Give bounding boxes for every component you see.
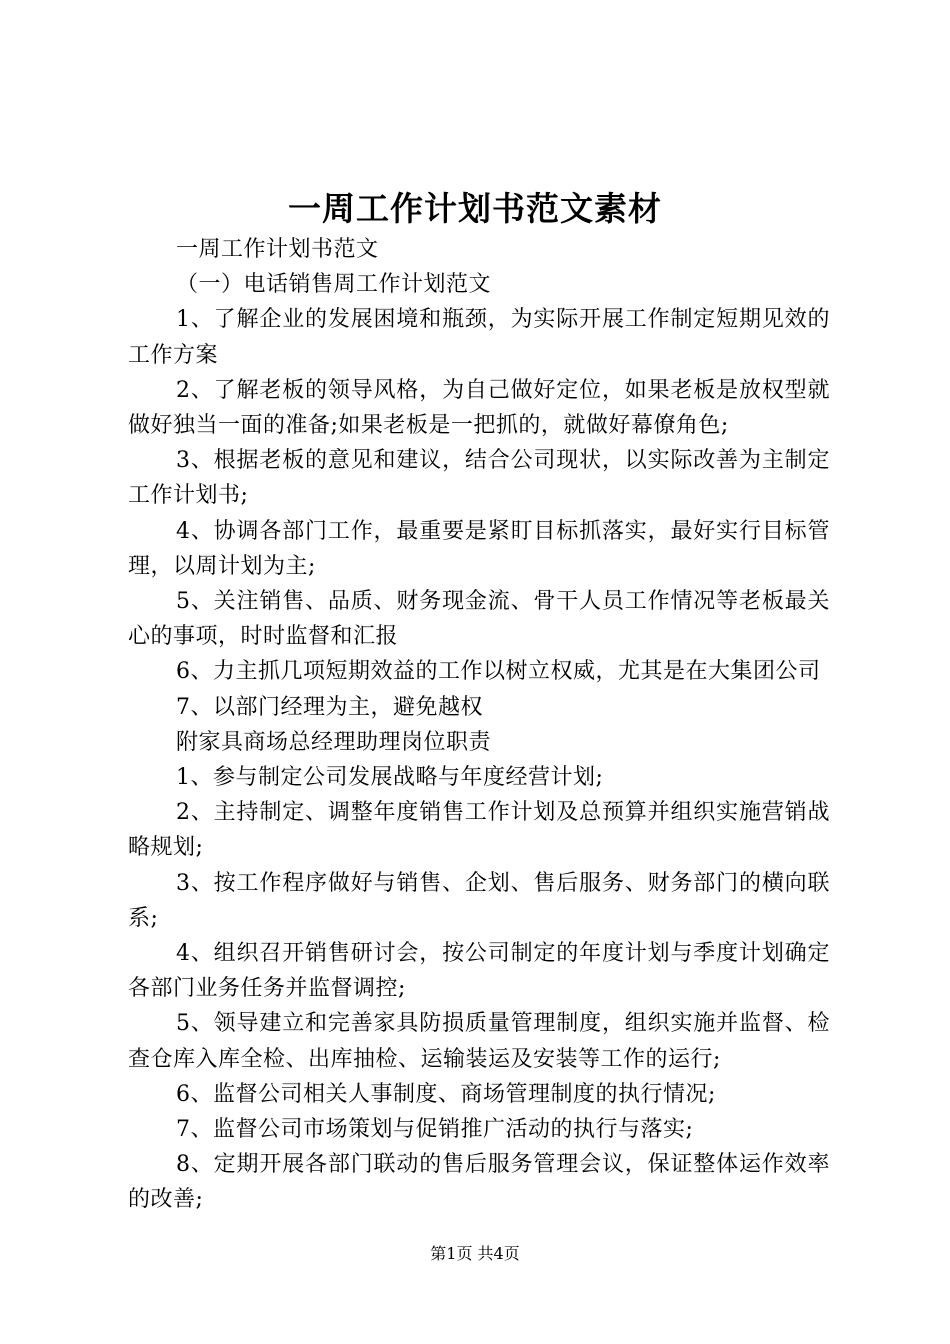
paragraph: 5、领导建立和完善家具防损质量管理制度，组织实施并监督、检查仓库入库全检、出库抽检、运输装运及安装等工作的运行;: [128, 1011, 830, 1072]
paragraph: 8、定期开展各部门联动的售后服务管理会议，保证整体运作效率的改善;: [128, 1152, 830, 1213]
document-body: [128, 232, 830, 1218]
paragraph: 一周工作计划书范文: [176, 237, 379, 262]
paragraph: 附家具商场总经理助理岗位职责: [176, 729, 492, 755]
paragraph: 7、以部门经理为主，避免越权: [176, 694, 483, 720]
paragraph: 1、了解企业的发展困境和瓶颈，为实际开展工作制定短期见效的工作方案: [128, 307, 830, 368]
paragraph: 6、监督公司相关人事制度、商场管理制度的执行情况;: [176, 1081, 716, 1107]
page-number-footer: 第1页 共4页: [430, 1244, 520, 1263]
paragraph: 3、根据老板的意见和建议，结合公司现状，以实际改善为主制定工作计划书;: [128, 448, 830, 509]
document-title: 一周工作计划书范文素材: [288, 189, 662, 228]
paragraph: 5、关注销售、品质、财务现金流、骨干人员工作情况等老板最关心的事项，时时监督和汇报: [128, 589, 830, 650]
paragraph: 6、力主抓几项短期效益的工作以树立权威，尤其是在大集团公司: [176, 659, 821, 685]
paragraph: 2、了解老板的领导风格，为自己做好定位，如果老板是放权型就做好独当一面的准备;如果老板是一把抓的，就做好幕僚角色;: [128, 377, 830, 439]
paragraph: （一）电话销售周工作计划范文: [176, 272, 492, 298]
paragraph: 3、按工作程序做好与销售、企划、售后服务、财务部门的横向联系;: [128, 870, 830, 931]
paragraph: 4、协调各部门工作，最重要是紧盯目标抓落实，最好实行目标管理，以周计划为主;: [128, 518, 830, 579]
paragraph: 2、主持制定、调整年度销售工作计划及总预算并组织实施营销战略规划;: [128, 800, 830, 861]
paragraph: 1、参与制定公司发展战略与年度经营计划;: [176, 765, 604, 791]
paragraph: 7、监督公司市场策划与促销推广活动的执行与落实;: [176, 1117, 694, 1143]
paragraph: 4、组织召开销售研讨会，按公司制定的年度计划与季度计划确定各部门业务任务并监督调控;: [128, 941, 830, 1002]
